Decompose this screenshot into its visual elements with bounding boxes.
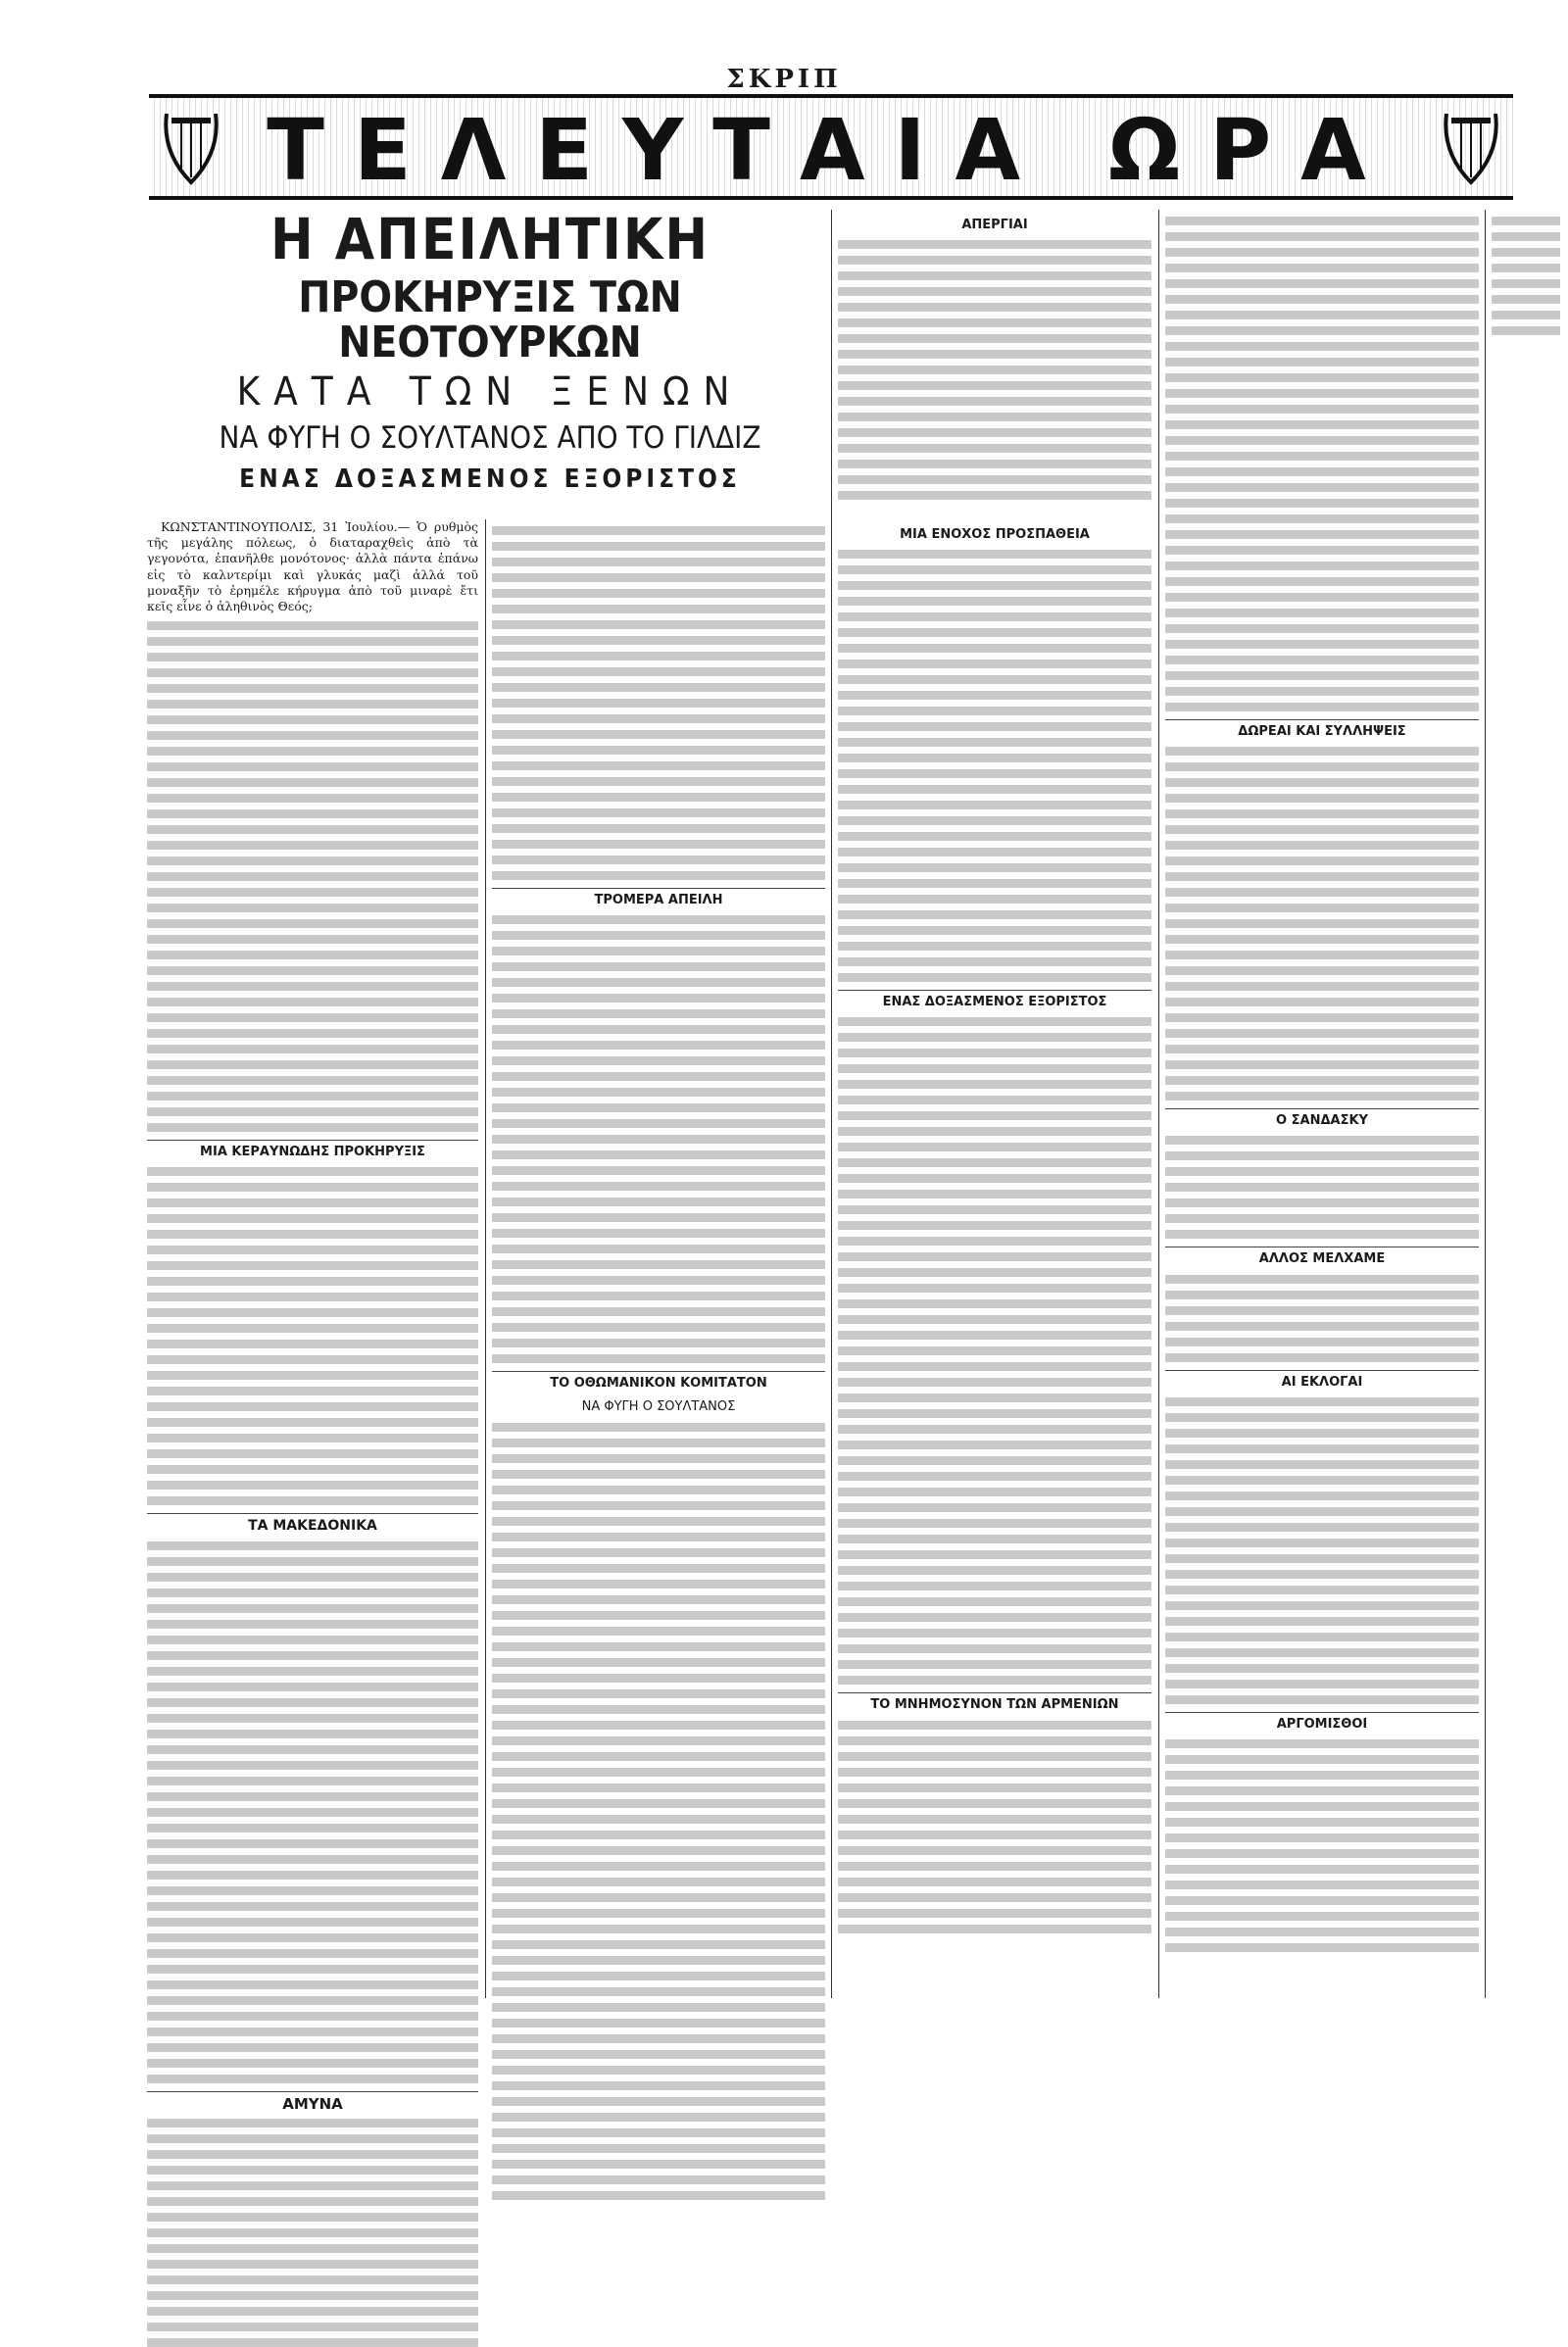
col3-heading-a: ΜΙΑ ΕΝΟΧΟΣ ΠΡΟΣΠΑΘΕΙΑ bbox=[900, 527, 1090, 542]
lead-intro-text: ΚΩΝΣΤΑΝΤΙΝΟΥΠΟΛΙΣ, 31 Ἰουλίου.— Ὁ ρυθμὸς τῆς μεγάλης πόλεως, ὁ διαταραχθεὶς ἀπὸ τὰ γεγονότα, ἐπανῆλθε μονότονος· ἀλλὰ πάντα ἐπάνω εἰς τὸ καλντερίμι καὶ γλυκάς μαζὶ ἀλλά τοῦ μοναξῆν τὸ ἐρημέλε κήρυγμα ἀπὸ τοῦ μιναρὲ ἔτι κεῖς εἶνε ὁ ἀληθινὸς Θεός; bbox=[147, 519, 478, 614]
text-block bbox=[1165, 217, 1479, 711]
col1-heading-b: ΤΑ ΜΑΚΕΔΟΝΙΚΑ bbox=[147, 1513, 478, 1534]
text-block bbox=[1165, 747, 1479, 1100]
column-rule bbox=[1485, 210, 1486, 1998]
text-block bbox=[838, 240, 1152, 500]
text-block bbox=[838, 1721, 1152, 1933]
text-block bbox=[492, 526, 825, 880]
masthead: ΣΚΡΙΠ bbox=[726, 65, 842, 94]
lead-h5: ΕΝΑΣ ΔΟΞΑΣΜΕΝΟΣ ΕΞΟΡΙΣΤΟΣ bbox=[239, 464, 741, 494]
column-rule bbox=[831, 210, 832, 1998]
text-block bbox=[147, 621, 478, 1132]
text-block bbox=[1165, 1136, 1479, 1239]
col3-heading-b: ΕΝΑΣ ΔΟΞΑΣΜΕΝΟΣ ΕΞΟΡΙΣΤΟΣ bbox=[838, 990, 1152, 1010]
text-block bbox=[1165, 1397, 1479, 1704]
column-4 bbox=[1165, 210, 1479, 1998]
text-block bbox=[492, 915, 825, 1363]
lead-h1: Η ΑΠΕΙΛΗΤΙΚΗ bbox=[270, 206, 710, 272]
col4-heading-e: ΑΙ ΕΚΛΟΓΑΙ bbox=[1165, 1370, 1479, 1391]
col2-heading-a: ΤΡΟΜΕΡΑ ΑΠΕΙΛΗ bbox=[492, 888, 825, 908]
col2-heading-b: ΤΟ ΟΘΩΜΑΝΙΚΟΝ ΚΟΜΙΤΑΤΟΝ bbox=[492, 1371, 825, 1392]
col4-heading-c: Ο ΣΑΝΔΑΣΚΥ bbox=[1165, 1108, 1479, 1129]
text-block bbox=[147, 1167, 478, 1505]
lead-h2: ΠΡΟΚΗΡΥΞΙΣ ΤΩΝ ΝΕΟΤΟΥΡΚΩΝ bbox=[298, 271, 682, 368]
column-rule bbox=[1158, 210, 1159, 1998]
lead-h3: ΚΑΤΑ ΤΩΝ ΞΕΝΩΝ bbox=[236, 369, 744, 416]
column-3 bbox=[838, 519, 1152, 1998]
col1-heading-c: ΑΜΥΝΑ bbox=[147, 2091, 478, 2112]
text-block bbox=[1165, 1275, 1479, 1362]
col3-heading-c: ΤΟ ΜΝΗΜΟΣΥΝΟΝ ΤΩΝ ΑΡΜΕΝΙΩΝ bbox=[838, 1692, 1152, 1713]
col4-heading-d: ΑΛΛΟΣ ΜΕΛΧΑΜΕ bbox=[1165, 1247, 1479, 1267]
section-banner bbox=[149, 94, 1513, 200]
col2-heading-c: ΝΑ ΦΥΓΗ Ο ΣΟΥΛΤΑΝΟΣ bbox=[581, 1399, 736, 1415]
lead-headline bbox=[147, 206, 833, 494]
column-5 bbox=[1492, 210, 1560, 1998]
banner-title: ΤΕΛΕΥΤΑΙΑ ΩΡΑ bbox=[267, 102, 1396, 200]
lead-h4: ΝΑ ΦΥΓΗ Ο ΣΟΥΛΤΑΝΟΣ ΑΠΟ ΤΟ ΓΙΛΔΙΖ bbox=[219, 420, 761, 457]
text-block bbox=[1165, 1739, 1479, 1952]
text-block bbox=[147, 2119, 478, 2347]
col4-heading-f: ΑΡΓΟΜΙΣΘΟΙ bbox=[1165, 1712, 1479, 1733]
col4-heading-b: ΔΩΡΕΑΙ ΚΑΙ ΣΥΛΛΗΨΕΙΣ bbox=[1165, 719, 1479, 740]
text-block bbox=[147, 1541, 478, 2083]
lyre-ornament-icon bbox=[1437, 104, 1505, 192]
text-block bbox=[838, 1017, 1152, 1685]
col4-heading-a: ΑΠΕΡΓΙΑΙ bbox=[961, 218, 1028, 232]
column-3-top bbox=[838, 210, 1152, 513]
column-1 bbox=[147, 519, 478, 2113]
text-block bbox=[492, 1423, 825, 2200]
text-block bbox=[838, 550, 1152, 982]
column-rule bbox=[485, 519, 486, 1998]
column-2 bbox=[492, 519, 825, 1998]
col1-heading-a: ΜΙΑ ΚΕΡΑΥΝΩΔΗΣ ΠΡΟΚΗΡΥΞΙΣ bbox=[147, 1140, 478, 1160]
text-block bbox=[1492, 217, 1560, 335]
